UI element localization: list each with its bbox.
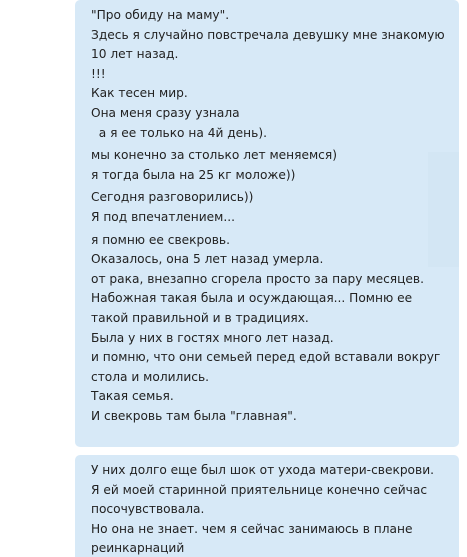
message-line: У них долго еще был шок от ухода матери-свекрови. <box>91 463 434 477</box>
message-bubble-1 <box>75 0 459 447</box>
message-line: я тогда была на 25 кг моложе)) <box>91 167 296 182</box>
message-line: Она меня сразу узнала <box>91 105 240 120</box>
message-line: Сегодня разговорились)) <box>91 190 254 205</box>
message-bubble-2 <box>75 455 459 557</box>
message-line: а я ее только на 4й день). <box>91 125 267 140</box>
message-line: 10 лет назад. <box>91 47 179 62</box>
message-line: Я под впечатлением... <box>91 209 235 224</box>
message-line: я помню ее свекровь. <box>91 232 230 247</box>
message-line: !!! <box>91 66 106 81</box>
message-line: Здесь я случайно повстречала девушку мне знакомую <box>91 27 445 42</box>
message-line: Но она не знает. чем я сейчас занимаюсь в плане <box>91 521 413 536</box>
message-line: посочувствовала. <box>91 502 205 517</box>
message-line: Такая семья. <box>91 389 174 404</box>
message-line: такой правильной и в традициях. <box>91 310 309 325</box>
message-line: "Про обиду на маму". <box>91 8 230 22</box>
message-line: стола и молились. <box>91 369 210 384</box>
message-line: Как тесен мир. <box>91 86 188 101</box>
message-line: мы конечно за столько лет меняемся) <box>91 148 337 163</box>
message-line: от рака, внезапно сгорела просто за пару месяцев. <box>91 271 424 286</box>
bubble-shade-strip <box>428 152 459 267</box>
message-line: реинкарнаций <box>91 541 185 556</box>
message-line: Была у них в гостях много лет назад. <box>91 330 334 345</box>
message-line: Я ей моей старинной приятельнице конечно сейчас <box>91 482 428 497</box>
message-line: Оказалось, она 5 лет назад умерла. <box>91 252 324 267</box>
message-line: И свекровь там была "главная". <box>91 408 297 423</box>
message-line: и помню, что они семьей перед едой вставали вокруг <box>91 350 441 365</box>
message-line: Набожная такая была и осуждающая... Помню ее <box>91 291 413 306</box>
